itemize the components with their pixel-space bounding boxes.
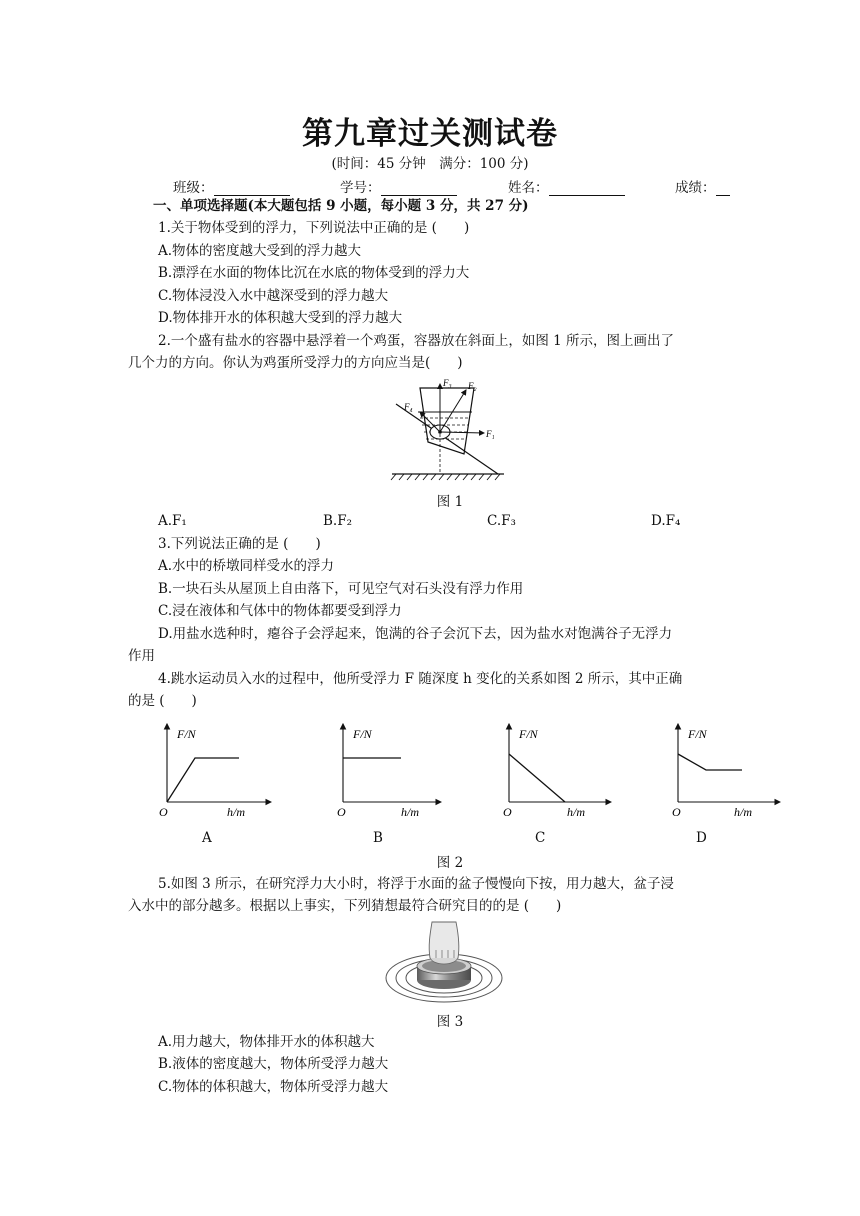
q3-option-a: A.水中的桥墩同样受水的浮力: [158, 558, 335, 574]
figure-3-basin: [384, 920, 504, 1004]
q2-stem-line2: 几个力的方向。你认为鸡蛋所受浮力的方向应当是( ): [128, 355, 463, 371]
figure-1-caption: 图 1: [436, 494, 464, 510]
q1-option-c: C.物体浸没入水中越深受到的浮力越大: [158, 288, 389, 304]
section-heading: 一、单项选择题(本大题包括 9 小题，每小题 3 分，共 27 分): [153, 198, 529, 214]
q5-stem-line2: 入水中的部分越多。根据以上事实，下列猜想最符合研究目的的是 ( ): [128, 898, 562, 914]
figure-2-caption: 图 2: [436, 855, 464, 871]
graph-a-origin: O: [159, 805, 168, 819]
number-label: 学号：: [340, 180, 381, 196]
graph-a: [155, 720, 275, 820]
exam-subtitle: (时间：45 分钟 满分：100 分): [331, 156, 529, 172]
graph-c: [495, 720, 615, 820]
score-label: 成绩：: [675, 180, 716, 196]
graph-a-label: A: [202, 830, 212, 846]
graph-b-y-label: F/N: [353, 727, 372, 741]
q3-option-b: B.一块石头从屋顶上自由落下，可见空气对石头没有浮力作用: [158, 581, 524, 597]
figure-3-caption: 图 3: [436, 1014, 464, 1030]
q3-stem: 3.下列说法正确的是 ( ): [158, 536, 321, 552]
class-label: 班级：: [173, 180, 214, 196]
q3-option-d-line2: 作用: [128, 648, 155, 664]
graph-c-x-label: h/m: [567, 805, 585, 819]
q3-option-d-line1: D.用盐水选种时，瘪谷子会浮起来，饱满的谷子会沉下去，因为盐水对饱满谷子无浮力: [158, 626, 673, 642]
class-field: [173, 176, 290, 196]
force-label-f1: F₁: [486, 429, 495, 439]
name-field: [508, 176, 625, 196]
q2-option-c: C.F₃: [487, 513, 516, 529]
graph-d-origin: O: [672, 805, 681, 819]
force-label-f3: F₃: [443, 378, 452, 388]
figure-1-diagram: [380, 376, 510, 488]
q1-option-a: A.物体的密度越大受到的浮力越大: [158, 243, 362, 259]
force-label-f4: F₄: [404, 402, 413, 412]
graph-a-y-label: F/N: [177, 727, 196, 741]
q5-option-a: A.用力越大，物体排开水的体积越大: [158, 1034, 375, 1050]
q1-stem: 1.关于物体受到的浮力，下列说法中正确的是 ( ): [158, 220, 470, 236]
graph-c-y-label: F/N: [519, 727, 538, 741]
q2-stem-line1: 2.一个盛有盐水的容器中悬浮着一个鸡蛋，容器放在斜面上，如图 1 所示，图上画出了: [158, 333, 675, 349]
graph-c-origin: O: [503, 805, 512, 819]
number-field: [340, 176, 457, 196]
graph-b-x-label: h/m: [401, 805, 419, 819]
q3-option-c: C.浸在液体和气体中的物体都要受到浮力: [158, 603, 402, 619]
graph-d-y-label: F/N: [688, 727, 707, 741]
q2-option-b: B.F₂: [323, 513, 352, 529]
q4-stem-line2: 的是 ( ): [128, 693, 197, 709]
score-field: [675, 176, 730, 196]
force-label-f2: F₂: [468, 381, 477, 391]
graph-b: [325, 720, 445, 820]
score-blank[interactable]: [716, 183, 730, 196]
page-title: 第九章过关测试卷: [302, 116, 558, 152]
q2-option-a: A.F₁: [158, 513, 187, 529]
graph-d-label: D: [696, 830, 707, 846]
q1-option-d: D.物体排开水的体积越大受到的浮力越大: [158, 310, 403, 326]
q2-option-d: D.F₄: [651, 513, 681, 529]
graph-b-origin: O: [337, 805, 346, 819]
graph-d: [664, 720, 784, 820]
number-blank[interactable]: [381, 183, 457, 196]
graph-c-label: C: [535, 830, 546, 846]
q4-stem-line1: 4.跳水运动员入水的过程中，他所受浮力 F 随深度 h 变化的关系如图 2 所示，其中正确: [158, 671, 683, 687]
name-label: 姓名：: [508, 180, 549, 196]
q5-option-b: B.液体的密度越大，物体所受浮力越大: [158, 1056, 389, 1072]
graph-a-x-label: h/m: [227, 805, 245, 819]
q5-stem-line1: 5.如图 3 所示，在研究浮力大小时，将浮于水面的盆子慢慢向下按，用力越大，盆子浸: [158, 876, 675, 892]
graph-b-label: B: [373, 830, 383, 846]
name-blank[interactable]: [549, 183, 625, 196]
graph-d-x-label: h/m: [734, 805, 752, 819]
q5-option-c: C.物体的体积越大，物体所受浮力越大: [158, 1079, 389, 1095]
q1-option-b: B.漂浮在水面的物体比沉在水底的物体受到的浮力大: [158, 265, 470, 281]
class-blank[interactable]: [214, 183, 290, 196]
